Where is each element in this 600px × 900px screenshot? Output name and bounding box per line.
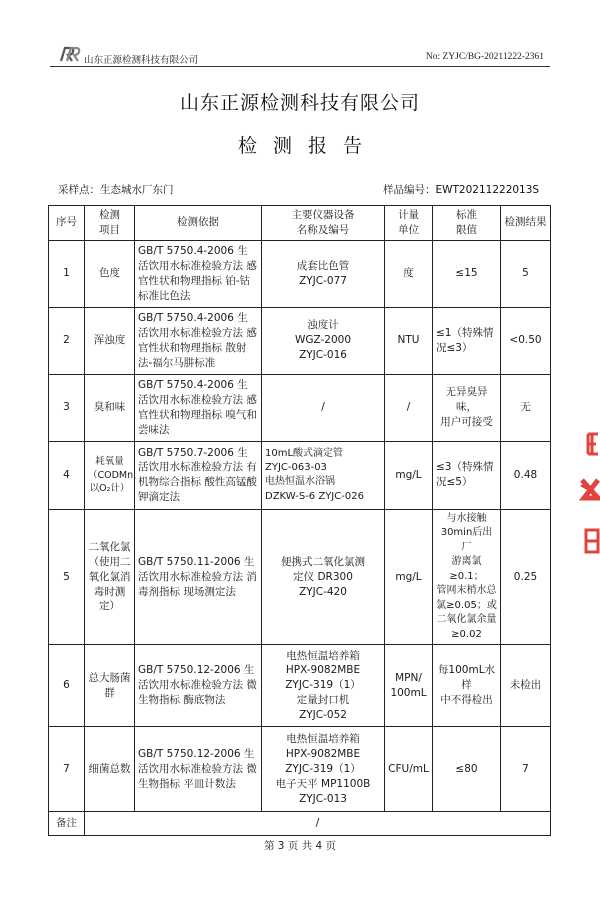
table-row xyxy=(49,240,551,307)
header-equipment: 主要仪器设备 名称及编号 xyxy=(262,206,385,241)
row-limit: ≤1（特殊情况≤3） xyxy=(433,307,501,374)
table-row xyxy=(49,307,551,374)
company-logo-icon xyxy=(58,44,82,64)
sampling-location: 采样点：生态城水厂东门 xyxy=(58,184,174,196)
row-result: 5 xyxy=(501,240,551,307)
row-limit: ≤15 xyxy=(433,240,501,307)
row-no: 6 xyxy=(49,645,85,727)
header-method: 检测依据 xyxy=(135,206,262,241)
header-item: 检测 项目 xyxy=(85,206,135,241)
row-method: GB/T 5750.11-2006 生活饮用水标准检验方法 消毒剂指标 现场测定法 xyxy=(135,509,262,645)
row-equipment: 便携式二氧化氯测 定仪 DR300 ZYJC-420 xyxy=(262,509,385,645)
row-unit: 度 xyxy=(385,240,433,307)
document-title: 检测报告 xyxy=(237,135,378,157)
row-method: GB/T 5750.12-2006 生活饮用水标准检验方法 微生物指标 酶底物法 xyxy=(135,645,262,727)
row-unit: NTU xyxy=(385,307,433,374)
row-item: 色度 xyxy=(85,240,135,307)
table-row xyxy=(49,374,551,441)
remarks-label: 备注 xyxy=(49,812,85,836)
row-result: 7 xyxy=(501,727,551,812)
row-unit: CFU/mL xyxy=(385,727,433,812)
report-number: No: ZYJC/BG-20211222-2361 xyxy=(425,52,544,62)
row-item: 耗氧量 （CODMn， 以O₂计） xyxy=(85,441,135,509)
official-seal-stamp xyxy=(574,420,600,560)
table-row xyxy=(49,645,551,727)
table-header-row xyxy=(49,206,551,241)
row-result: <0.50 xyxy=(501,307,551,374)
row-equipment: 电热恒温培养箱 HPX-9082MBE ZYJC-319（1） 定量封口机 ZYJC-052 xyxy=(262,645,385,727)
header-no: 序号 xyxy=(49,206,85,241)
row-method: GB/T 5750.4-2006 生活饮用水标准检验方法 感官性状和物理指标 散射法-福尔马肼标准 xyxy=(135,307,262,374)
row-no: 7 xyxy=(49,727,85,812)
row-limit: 无异臭异味， 用户可接受 xyxy=(433,374,501,441)
sample-number: 样品编号：EWT20211222013S xyxy=(383,184,540,196)
row-result: 未检出 xyxy=(501,645,551,727)
row-method: GB/T 5750.12-2006 生活饮用水标准检验方法 微生物指标 平皿计数法 xyxy=(135,727,262,812)
row-no: 4 xyxy=(49,441,85,509)
row-limit: ≤3（特殊情况≤5） xyxy=(433,441,501,509)
row-unit: mg/L xyxy=(385,441,433,509)
remarks-value: / xyxy=(85,812,551,836)
page-footer: 第 3 页 共 4 页 xyxy=(263,840,337,852)
remarks-row xyxy=(49,812,551,836)
row-method: GB/T 5750.7-2006 生活饮用水标准检验方法 有机物综合指标 酸性高锰酸钾滴定法 xyxy=(135,441,262,509)
row-limit: ≤80 xyxy=(433,727,501,812)
header-unit: 计量 单位 xyxy=(385,206,433,241)
row-item: 二氧化氯 （使用二 氧化氯消 毒时测 定） xyxy=(85,509,135,645)
row-no: 2 xyxy=(49,307,85,374)
row-item: 浑浊度 xyxy=(85,307,135,374)
row-unit: / xyxy=(385,374,433,441)
row-equipment: 浊度计 WGZ-2000 ZYJC-016 xyxy=(262,307,385,374)
table-row xyxy=(49,727,551,812)
row-item: 细菌总数 xyxy=(85,727,135,812)
row-equipment: / xyxy=(262,374,385,441)
row-no: 5 xyxy=(49,509,85,645)
row-result: 无 xyxy=(501,374,551,441)
company-title: 山东正源检测科技有限公司 xyxy=(179,92,420,114)
row-limit: 每100mL水样 中不得检出 xyxy=(433,645,501,727)
row-item: 总大肠菌 群 xyxy=(85,645,135,727)
row-equipment: 成套比色管 ZYJC-077 xyxy=(262,240,385,307)
row-unit: mg/L xyxy=(385,509,433,645)
header-company-name: 山东正源检测科技有限公司 xyxy=(84,55,199,66)
row-no: 3 xyxy=(49,374,85,441)
row-unit: MPN/ 100mL xyxy=(385,645,433,727)
row-limit: 与水接触 30min后出厂 游离氯≥0.1； 管网末梢水总 氯≥0.05；或 二氧化氯余量 ≥0.02 xyxy=(433,509,501,645)
page-header xyxy=(50,44,550,67)
row-no: 1 xyxy=(49,240,85,307)
header-result: 检测结果 xyxy=(501,206,551,241)
row-result: 0.25 xyxy=(501,509,551,645)
table-row xyxy=(49,509,551,645)
row-equipment: 电热恒温培养箱 HPX-9082MBE ZYJC-319（1） 电子天平 MP1100B ZYJC-013 xyxy=(262,727,385,812)
row-method: GB/T 5750.4-2006 生活饮用水标准检验方法 感官性状和物理指标 铂-钴标准比色法 xyxy=(135,240,262,307)
row-equipment: 10mL酸式滴定管 ZYJC-063-03 电热恒温水浴锅 DZKW-S-6 ZYJC-026 xyxy=(262,441,385,509)
table-row xyxy=(49,441,551,509)
header-limit: 标准 限值 xyxy=(433,206,501,241)
row-item: 臭和味 xyxy=(85,374,135,441)
row-method: GB/T 5750.4-2006 生活饮用水标准检验方法 感官性状和物理指标 嗅气和尝味法 xyxy=(135,374,262,441)
test-results-table xyxy=(48,205,551,836)
row-result: 0.48 xyxy=(501,441,551,509)
